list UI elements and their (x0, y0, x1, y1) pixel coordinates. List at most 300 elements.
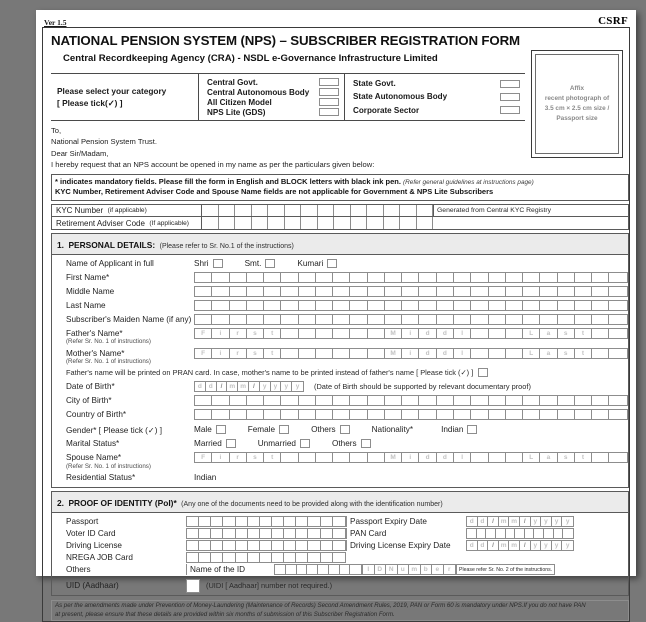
grid-cell[interactable] (471, 287, 488, 296)
grid-cell[interactable] (523, 410, 540, 419)
nrega-job-card-input[interactable] (186, 552, 346, 563)
grid-cell[interactable] (609, 301, 626, 310)
grid-cell[interactable] (544, 529, 554, 538)
grid-cell[interactable] (575, 453, 592, 462)
grid-cell[interactable] (375, 565, 387, 574)
grid-cell[interactable] (368, 287, 385, 296)
grid-cell[interactable] (540, 453, 557, 462)
grid-cell[interactable] (308, 553, 320, 562)
grid-cell[interactable] (562, 541, 573, 550)
grid-cell[interactable] (350, 349, 367, 358)
grid-cell[interactable] (488, 517, 499, 526)
grid-cell[interactable] (506, 287, 523, 296)
driving-license-number-input[interactable] (186, 540, 346, 551)
grid-cell[interactable] (195, 315, 212, 324)
grid-cell[interactable] (409, 565, 421, 574)
grid-cell[interactable] (417, 217, 434, 229)
grid-cell[interactable] (235, 205, 252, 216)
grid-cell[interactable] (520, 517, 531, 526)
grid-cell[interactable] (609, 453, 626, 462)
grid-cell[interactable] (212, 273, 229, 282)
grid-cell[interactable] (385, 410, 402, 419)
grid-cell[interactable] (187, 517, 199, 526)
grid-cell[interactable] (260, 529, 272, 538)
grid-cell[interactable] (217, 382, 228, 391)
grid-cell[interactable] (211, 541, 223, 550)
grid-cell[interactable] (609, 410, 626, 419)
grid-cell[interactable] (219, 205, 236, 216)
grid-cell[interactable] (506, 349, 523, 358)
grid-cell[interactable] (437, 273, 454, 282)
grid-cell[interactable] (609, 396, 626, 405)
grid-cell[interactable] (333, 301, 350, 310)
grid-cell[interactable] (368, 349, 385, 358)
grid-cell[interactable] (316, 349, 333, 358)
checkbox-male[interactable] (216, 425, 226, 434)
grid-cell[interactable] (199, 553, 211, 562)
grid-cell[interactable] (281, 349, 298, 358)
grid-cell[interactable] (308, 517, 320, 526)
grid-cell[interactable] (316, 329, 333, 338)
grid-cell[interactable] (489, 287, 506, 296)
grid-cell[interactable] (385, 349, 402, 358)
grid-cell[interactable] (219, 217, 236, 229)
grid-cell[interactable] (195, 396, 212, 405)
grid-cell[interactable] (540, 273, 557, 282)
checkbox-marital-others[interactable] (361, 439, 371, 448)
passport-number-input[interactable] (186, 516, 346, 527)
grid-cell[interactable] (523, 349, 540, 358)
grid-cell[interactable] (260, 517, 272, 526)
grid-cell[interactable] (531, 541, 542, 550)
grid-cell[interactable] (609, 349, 626, 358)
grid-cell[interactable] (351, 217, 368, 229)
grid-cell[interactable] (558, 301, 575, 310)
grid-cell[interactable] (575, 410, 592, 419)
grid-cell[interactable] (272, 517, 284, 526)
grid-cell[interactable] (496, 529, 506, 538)
grid-cell[interactable] (506, 301, 523, 310)
grid-cell[interactable] (437, 410, 454, 419)
grid-cell[interactable] (402, 453, 419, 462)
grid-cell[interactable] (523, 453, 540, 462)
grid-cell[interactable] (230, 349, 247, 358)
grid-cell[interactable] (333, 553, 345, 562)
grid-cell[interactable] (592, 329, 609, 338)
grid-cell[interactable] (247, 410, 264, 419)
grid-cell[interactable] (592, 301, 609, 310)
grid-cell[interactable] (402, 329, 419, 338)
grid-cell[interactable] (437, 301, 454, 310)
grid-cell[interactable] (386, 565, 398, 574)
grid-cell[interactable] (296, 529, 308, 538)
first-name-input[interactable] (194, 272, 628, 283)
grid-cell[interactable] (489, 329, 506, 338)
grid-cell[interactable] (421, 565, 433, 574)
grid-cell[interactable] (230, 453, 247, 462)
grid-cell[interactable] (575, 329, 592, 338)
grid-cell[interactable] (454, 396, 471, 405)
grid-cell[interactable] (609, 329, 626, 338)
grid-cell[interactable] (321, 529, 333, 538)
grid-cell[interactable] (540, 410, 557, 419)
grid-cell[interactable] (260, 553, 272, 562)
grid-cell[interactable] (554, 529, 564, 538)
grid-cell[interactable] (419, 301, 436, 310)
grid-cell[interactable] (489, 273, 506, 282)
grid-cell[interactable] (454, 273, 471, 282)
grid-cell[interactable] (296, 553, 308, 562)
checkbox-uid-aadhaar[interactable] (186, 579, 200, 593)
grid-cell[interactable] (523, 301, 540, 310)
grid-cell[interactable] (385, 273, 402, 282)
grid-cell[interactable] (506, 453, 523, 462)
grid-cell[interactable] (471, 329, 488, 338)
grid-cell[interactable] (471, 410, 488, 419)
city-of-birth-input[interactable] (194, 395, 628, 406)
grid-cell[interactable] (541, 517, 552, 526)
grid-cell[interactable] (238, 382, 249, 391)
gender-others[interactable] (311, 425, 350, 434)
grid-cell[interactable] (212, 349, 229, 358)
grid-cell[interactable] (223, 541, 235, 550)
grid-cell[interactable] (471, 273, 488, 282)
grid-cell[interactable] (316, 453, 333, 462)
grid-cell[interactable] (509, 541, 520, 550)
grid-cell[interactable] (212, 396, 229, 405)
grid-cell[interactable] (299, 287, 316, 296)
grid-cell[interactable] (419, 329, 436, 338)
gender-male[interactable] (194, 425, 226, 434)
grid-cell[interactable] (368, 273, 385, 282)
grid-cell[interactable] (236, 529, 248, 538)
grid-cell[interactable] (296, 517, 308, 526)
grid-cell[interactable] (187, 529, 199, 538)
grid-cell[interactable] (281, 315, 298, 324)
grid-cell[interactable] (525, 529, 535, 538)
grid-cell[interactable] (247, 301, 264, 310)
grid-cell[interactable] (350, 287, 367, 296)
grid-cell[interactable] (368, 315, 385, 324)
grid-cell[interactable] (286, 565, 297, 574)
grid-cell[interactable] (230, 329, 247, 338)
grid-cell[interactable] (212, 301, 229, 310)
checkbox-central-autonomous-body[interactable] (319, 88, 339, 96)
checkbox-female[interactable] (279, 425, 289, 434)
grid-cell[interactable] (454, 453, 471, 462)
grid-cell[interactable] (471, 453, 488, 462)
gender-female[interactable] (248, 425, 289, 434)
grid-cell[interactable] (609, 315, 626, 324)
grid-cell[interactable] (264, 315, 281, 324)
grid-cell[interactable] (419, 315, 436, 324)
grid-cell[interactable] (558, 349, 575, 358)
grid-cell[interactable] (248, 553, 260, 562)
grid-cell[interactable] (281, 382, 292, 391)
grid-cell[interactable] (351, 205, 368, 216)
grid-cell[interactable] (235, 217, 252, 229)
grid-cell[interactable] (454, 410, 471, 419)
grid-cell[interactable] (247, 287, 264, 296)
marital-married[interactable] (194, 439, 236, 448)
grid-cell[interactable] (333, 273, 350, 282)
grid-cell[interactable] (301, 205, 318, 216)
grid-cell[interactable] (308, 541, 320, 550)
grid-cell[interactable] (592, 410, 609, 419)
grid-cell[interactable] (334, 217, 351, 229)
grid-cell[interactable] (223, 517, 235, 526)
grid-cell[interactable] (230, 301, 247, 310)
grid-cell[interactable] (333, 287, 350, 296)
grid-cell[interactable] (195, 382, 206, 391)
grid-cell[interactable] (531, 517, 542, 526)
grid-cell[interactable] (419, 273, 436, 282)
kyc-number-input-cells[interactable] (202, 205, 433, 216)
grid-cell[interactable] (281, 329, 298, 338)
grid-cell[interactable] (316, 410, 333, 419)
grid-cell[interactable] (437, 287, 454, 296)
salutation-kumari[interactable] (297, 259, 337, 268)
grid-cell[interactable] (195, 453, 212, 462)
grid-cell[interactable] (437, 396, 454, 405)
fathers-name-input[interactable] (194, 328, 628, 339)
grid-cell[interactable] (523, 329, 540, 338)
grid-cell[interactable] (523, 396, 540, 405)
checkbox-shri[interactable] (213, 259, 223, 268)
grid-cell[interactable] (299, 301, 316, 310)
grid-cell[interactable] (454, 301, 471, 310)
grid-cell[interactable] (333, 349, 350, 358)
grid-cell[interactable] (454, 349, 471, 358)
grid-cell[interactable] (334, 205, 351, 216)
grid-cell[interactable] (444, 565, 456, 574)
grid-cell[interactable] (454, 329, 471, 338)
grid-cell[interactable] (271, 382, 282, 391)
grid-cell[interactable] (333, 315, 350, 324)
pan-card-input[interactable] (466, 528, 574, 539)
grid-cell[interactable] (385, 287, 402, 296)
grid-cell[interactable] (321, 553, 333, 562)
grid-cell[interactable] (299, 453, 316, 462)
grid-cell[interactable] (350, 329, 367, 338)
grid-cell[interactable] (285, 217, 302, 229)
grid-cell[interactable] (552, 541, 563, 550)
grid-cell[interactable] (488, 541, 499, 550)
grid-cell[interactable] (247, 396, 264, 405)
grid-cell[interactable] (264, 349, 281, 358)
grid-cell[interactable] (489, 453, 506, 462)
grid-cell[interactable] (558, 287, 575, 296)
grid-cell[interactable] (368, 329, 385, 338)
grid-cell[interactable] (350, 273, 367, 282)
grid-cell[interactable] (318, 217, 335, 229)
grid-cell[interactable] (272, 529, 284, 538)
grid-cell[interactable] (419, 287, 436, 296)
grid-cell[interactable] (202, 217, 219, 229)
grid-cell[interactable] (195, 287, 212, 296)
grid-cell[interactable] (385, 329, 402, 338)
checkbox-nps-lite-gds[interactable] (319, 108, 339, 116)
grid-cell[interactable] (275, 565, 286, 574)
grid-cell[interactable] (417, 205, 434, 216)
grid-cell[interactable] (264, 396, 281, 405)
grid-cell[interactable] (540, 315, 557, 324)
grid-cell[interactable] (558, 453, 575, 462)
grid-cell[interactable] (592, 396, 609, 405)
grid-cell[interactable] (471, 301, 488, 310)
grid-cell[interactable] (384, 205, 401, 216)
grid-cell[interactable] (489, 315, 506, 324)
grid-cell[interactable] (515, 529, 525, 538)
grid-cell[interactable] (552, 517, 563, 526)
grid-cell[interactable] (268, 205, 285, 216)
grid-cell[interactable] (523, 287, 540, 296)
grid-cell[interactable] (368, 301, 385, 310)
grid-cell[interactable] (363, 565, 375, 574)
grid-cell[interactable] (211, 517, 223, 526)
grid-cell[interactable] (609, 287, 626, 296)
salutation-shri[interactable] (194, 259, 223, 268)
grid-cell[interactable] (227, 382, 238, 391)
grid-cell[interactable] (506, 273, 523, 282)
grid-cell[interactable] (558, 273, 575, 282)
checkbox-gender-others[interactable] (340, 425, 350, 434)
grid-cell[interactable] (402, 301, 419, 310)
grid-cell[interactable] (454, 315, 471, 324)
grid-cell[interactable] (281, 301, 298, 310)
checkbox-unmarried[interactable] (300, 439, 310, 448)
grid-cell[interactable] (284, 517, 296, 526)
grid-cell[interactable] (316, 273, 333, 282)
checkbox-smt[interactable] (265, 259, 275, 268)
grid-cell[interactable] (454, 287, 471, 296)
grid-cell[interactable] (316, 396, 333, 405)
grid-cell[interactable] (558, 410, 575, 419)
grid-cell[interactable] (247, 315, 264, 324)
grid-cell[interactable] (264, 273, 281, 282)
grid-cell[interactable] (523, 315, 540, 324)
grid-cell[interactable] (558, 315, 575, 324)
grid-cell[interactable] (329, 565, 340, 574)
grid-cell[interactable] (592, 273, 609, 282)
grid-cell[interactable] (398, 565, 410, 574)
grid-cell[interactable] (350, 565, 361, 574)
grid-cell[interactable] (248, 541, 260, 550)
grid-cell[interactable] (400, 205, 417, 216)
grid-cell[interactable] (281, 453, 298, 462)
grid-cell[interactable] (318, 205, 335, 216)
grid-cell[interactable] (299, 273, 316, 282)
grid-cell[interactable] (540, 349, 557, 358)
grid-cell[interactable] (368, 410, 385, 419)
grid-cell[interactable] (592, 349, 609, 358)
grid-cell[interactable] (281, 287, 298, 296)
ra-code-input-cells[interactable] (202, 217, 433, 229)
grid-cell[interactable] (471, 349, 488, 358)
grid-cell[interactable] (272, 541, 284, 550)
grid-cell[interactable] (575, 315, 592, 324)
grid-cell[interactable] (264, 287, 281, 296)
grid-cell[interactable] (230, 273, 247, 282)
grid-cell[interactable] (419, 349, 436, 358)
grid-cell[interactable] (385, 301, 402, 310)
grid-cell[interactable] (558, 329, 575, 338)
grid-cell[interactable] (247, 349, 264, 358)
grid-cell[interactable] (212, 453, 229, 462)
grid-cell[interactable] (281, 410, 298, 419)
grid-cell[interactable] (296, 541, 308, 550)
grid-cell[interactable] (333, 329, 350, 338)
grid-cell[interactable] (321, 517, 333, 526)
grid-cell[interactable] (223, 529, 235, 538)
grid-cell[interactable] (385, 453, 402, 462)
grid-cell[interactable] (316, 315, 333, 324)
grid-cell[interactable] (206, 382, 217, 391)
maiden-name-input[interactable] (194, 314, 628, 325)
country-of-birth-input[interactable] (194, 409, 628, 420)
grid-cell[interactable] (385, 315, 402, 324)
mothers-name-input[interactable] (194, 348, 628, 359)
grid-cell[interactable] (230, 396, 247, 405)
grid-cell[interactable] (247, 329, 264, 338)
nationality-indian[interactable] (441, 425, 477, 434)
grid-cell[interactable] (333, 453, 350, 462)
grid-cell[interactable] (467, 541, 478, 550)
grid-cell[interactable] (489, 396, 506, 405)
grid-cell[interactable] (506, 396, 523, 405)
grid-cell[interactable] (467, 529, 477, 538)
grid-cell[interactable] (563, 529, 573, 538)
grid-cell[interactable] (236, 517, 248, 526)
grid-cell[interactable] (264, 329, 281, 338)
grid-cell[interactable] (575, 349, 592, 358)
grid-cell[interactable] (308, 529, 320, 538)
grid-cell[interactable] (211, 553, 223, 562)
grid-cell[interactable] (437, 315, 454, 324)
grid-cell[interactable] (252, 205, 269, 216)
last-name-input[interactable] (194, 300, 628, 311)
grid-cell[interactable] (540, 329, 557, 338)
grid-cell[interactable] (299, 329, 316, 338)
grid-cell[interactable] (202, 205, 219, 216)
middle-name-input[interactable] (194, 286, 628, 297)
marital-others[interactable] (332, 439, 371, 448)
grid-cell[interactable] (350, 453, 367, 462)
grid-cell[interactable] (212, 410, 229, 419)
grid-cell[interactable] (506, 315, 523, 324)
grid-cell[interactable] (212, 329, 229, 338)
grid-cell[interactable] (248, 517, 260, 526)
grid-cell[interactable] (592, 287, 609, 296)
grid-cell[interactable] (437, 453, 454, 462)
grid-cell[interactable] (534, 529, 544, 538)
grid-cell[interactable] (523, 273, 540, 282)
grid-cell[interactable] (297, 565, 308, 574)
grid-cell[interactable] (284, 529, 296, 538)
grid-cell[interactable] (506, 529, 516, 538)
salutation-smt[interactable] (245, 259, 276, 268)
voter-id-number-input[interactable] (186, 528, 346, 539)
grid-cell[interactable] (223, 553, 235, 562)
dl-expiry-input[interactable] (466, 540, 574, 551)
grid-cell[interactable] (575, 287, 592, 296)
grid-cell[interactable] (195, 349, 212, 358)
grid-cell[interactable] (419, 396, 436, 405)
grid-cell[interactable] (307, 565, 318, 574)
grid-cell[interactable] (268, 217, 285, 229)
grid-cell[interactable] (432, 565, 444, 574)
grid-cell[interactable] (489, 410, 506, 419)
